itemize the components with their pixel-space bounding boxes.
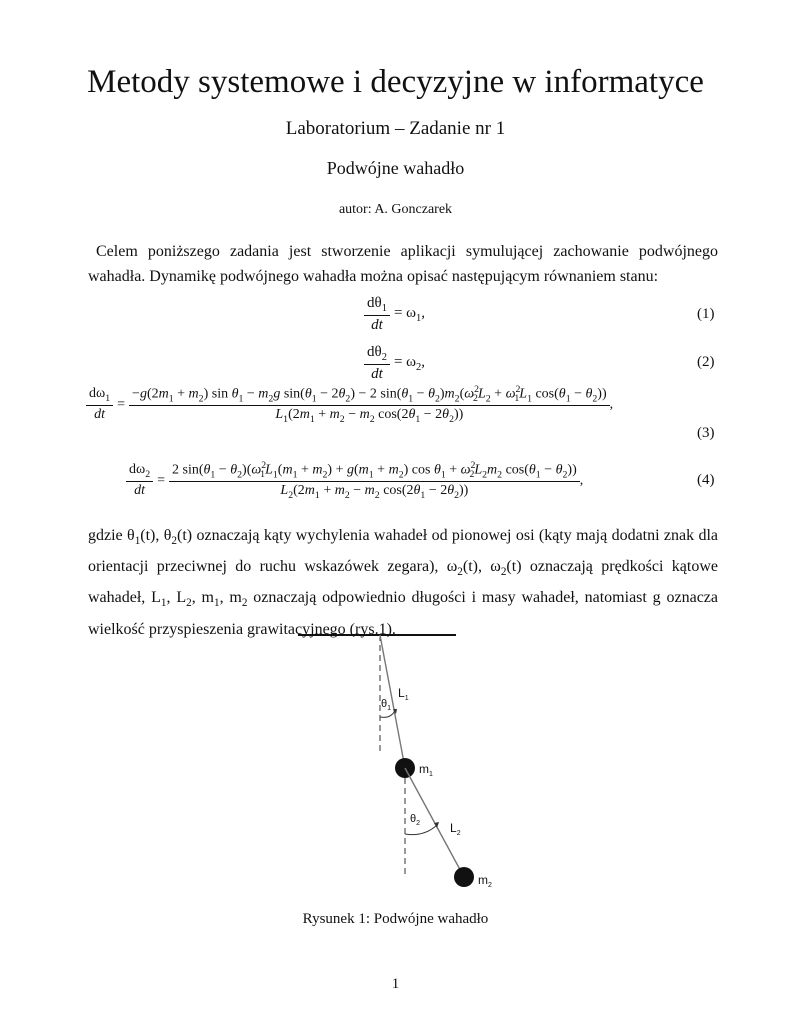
eq2-num-sub: 2 <box>381 352 387 363</box>
page-number: 1 <box>391 976 400 992</box>
eq4-equals: = <box>157 472 166 488</box>
eq3-equals: = <box>117 396 126 412</box>
eq2-rhs-sub: 2 <box>416 362 422 373</box>
desc-part-5: (t) oznaczają prędkości kątowe wahadeł, L <box>88 558 718 607</box>
eq1-num-sub: 1 <box>381 303 387 314</box>
equation-2 <box>364 344 425 383</box>
equation-3-number: (3) <box>697 425 715 441</box>
eq2-den: dt <box>371 366 383 382</box>
eq3-num-sub: 1 <box>105 393 111 405</box>
page-title: Metody systemowe i decyzyjne w informatyce <box>87 64 704 100</box>
equation-3: $\frac{d\omega_1}{dt}$ = $-g(2m_1 + m_2)$ $\sin \theta_1 - m_2g$ $\sin(\theta_1 - 2\theta_2) - 2$ $\sin(\theta_1 - \theta_2)m_2(\omega^2_2L_2 + \omega^2_1L_1$ $\cos(\theta_1 - \theta_2)$) $L_1(2m_1 + m_2 - m_2$ $\cos(2\theta_1 - 2\theta_2)$) , <box>86 384 613 425</box>
desc-part-9: oznaczają odpowiednio długości i masy wahadeł, natomiast g oznacza wielkość przyspieszenia grawitacyjnego (rys.1). <box>88 589 719 638</box>
eq4-lhs-fraction <box>126 462 153 499</box>
desc-part-1: gdzie θ <box>88 527 135 544</box>
desc-part-6: , L <box>166 589 187 607</box>
eq3-num: dω <box>89 386 106 402</box>
eq3-lhs-fraction <box>86 386 113 423</box>
desc-part-3: (t) oznaczają kąty wychylenia wahadeł od pionowej osi (kąty mają dodatni znak dla orientacji przeciwnej do ruchu wskazówek zegara), ω <box>88 527 719 576</box>
intro-paragraph: Celem poniższego zadania jest stworzenie aplikacji symulującej zachowanie podwójnego wahadła. Dynamikę podwójnego wahadła można opisać następującym równaniem stanu: <box>88 243 718 285</box>
mass-2 <box>454 867 474 887</box>
eq4-rhs-fraction: 2 $\sin(\theta_1 - \theta_2)(\omega^2_1L_1(m_1 + m_2) + g(m_1 + m_2)$ $\cos \theta_1 + \omega^2_2L_2m_2$ $\cos(\theta_1 - \theta_2)$) $L_2(2m_1 + m_2 - m_2$ $\cos(2\theta_1 - 2\theta_2)$) <box>169 460 580 501</box>
eq4-num: dω <box>129 462 146 478</box>
eq2-rhs-tail: , <box>421 354 426 370</box>
L2-label: $L_2$ <box>450 821 461 837</box>
theta2-arc <box>405 825 437 835</box>
L1-label: $L_1$ <box>398 686 409 702</box>
m2-label: $m_2$ <box>478 873 492 889</box>
eq1-rhs: = ω <box>393 305 417 321</box>
author-line: autor: A. Gonczarek <box>338 202 453 217</box>
figure-caption: Rysunek 1: Podwójne wahadło <box>302 911 489 927</box>
double-pendulum-figure <box>290 625 510 895</box>
equation-1 <box>364 295 425 334</box>
task-title: Podwójne wahadło <box>326 158 465 178</box>
desc-part-4: (t), ω <box>462 558 501 576</box>
theta1-label: $\theta_1$ <box>381 698 392 712</box>
equation-4: $\frac{d\omega_2}{dt}$ = 2 $\sin(\theta_1 - \theta_2)(\omega^2_1L_1(m_1 + m_2) + g(m_1 + m_2)$ $\cos \theta_1 + \omega^2_2L_2m_2$ $\cos(\theta_1 - \theta_2)$) $L_2(2m_1 + m_2 - m_2$ $\cos(2\theta_1 - 2\theta_2)$) , <box>126 460 583 501</box>
eq2-lhs-fraction <box>364 344 390 383</box>
equation-2-number: (2) <box>697 354 715 370</box>
description-paragraph: gdzie $\theta_1(t)$, $\theta_2(t)$ oznaczają kąty wychylenia wahadeł od pionowej osi (kąty mają dodatni znak dla orientacji przeciwnej do ruchu wskazówek zegara), $\omega_2(t)$, $\omega_2(t)$ oznaczają prędkości kątowe wahadeł, $L_1$, $L_2$, $m_1$, $m_2$ oznaczają odpowiednio długości i masy wahadeł, natomiast g oznacza wielkość przyspieszenia grawitacyjnego (rys.1). <box>88 527 719 638</box>
m1-label: $m_1$ <box>419 762 433 778</box>
eq2-rhs: = ω <box>393 354 417 370</box>
page-subtitle: Laboratorium – Zadanie nr 1 <box>285 118 506 139</box>
equation-1-number: (1) <box>697 306 715 322</box>
theta2-label: $\theta_2$ <box>410 813 421 827</box>
eq1-rhs-tail: , <box>421 305 426 321</box>
eq2-num: dθ <box>367 344 382 360</box>
eq1-lhs-fraction <box>364 295 390 334</box>
eq1-den: dt <box>371 317 383 333</box>
desc-part-7: , m <box>191 589 214 607</box>
desc-part-2: (t), θ <box>140 527 172 544</box>
equation-4-number: (4) <box>697 472 715 488</box>
desc-part-8: , m <box>219 589 242 607</box>
eq3-rhs-fraction: $-g(2m_1 + m_2)$ $\sin \theta_1 - m_2g$ $\sin(\theta_1 - 2\theta_2) - 2$ $\sin(\theta_1 - \theta_2)m_2(\omega^2_2L_2 + \omega^2_1L_1$ $\cos(\theta_1 - \theta_2)$) $L_1(2m_1 + m_2 - m_2$ $\cos(2\theta_1 - 2\theta_2)$) <box>129 384 610 425</box>
eq4-num-sub: 2 <box>145 469 151 481</box>
eq1-num: dθ <box>367 295 382 311</box>
eq4-den: dt <box>134 483 145 499</box>
eq3-den: dt <box>94 407 105 423</box>
eq1-rhs-sub: 1 <box>416 313 422 324</box>
